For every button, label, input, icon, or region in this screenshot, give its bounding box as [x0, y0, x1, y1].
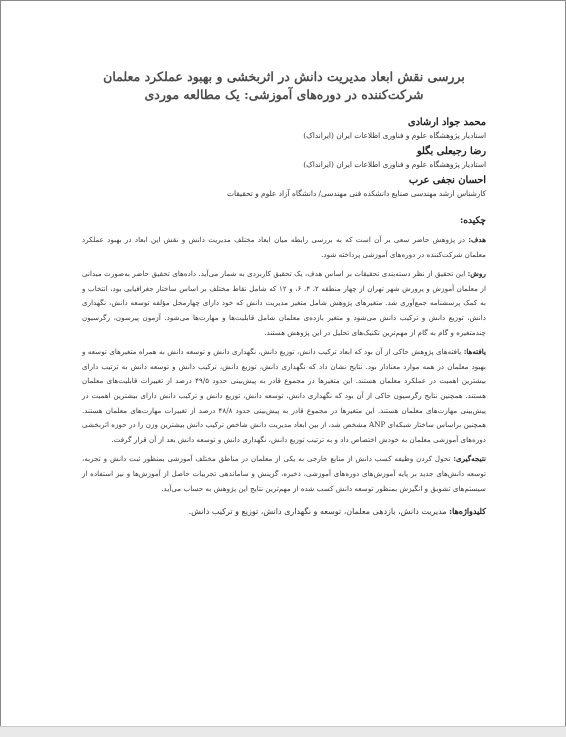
paper-title: بررسی نقش ابعاد مدیریت دانش در اثربخشی و بهبود عملکرد معلمان شرکت‌کننده در دوره‌های آموزشی: یک مطالعه موردی [103, 69, 465, 102]
author-block-2 [82, 145, 486, 170]
author-affiliation: کارشناس ارشد مهندسی صنایع دانشکده فنی مهندسی/ دانشگاه آزاد علوم و تحقیقات [227, 189, 486, 198]
conclusion-label: نتیجه‌گیری: [453, 454, 486, 464]
author-name: محمد جواد ارشادی [407, 117, 486, 128]
findings-text: یافته‌های پژوهش حاکی از آن بود که ابعاد ترکیب دانش، توزیع دانش، نگهداری دانش و توسعه دانش به همراه متغیرهای توسعه و بهبود معلمان در همه موارد معنادار بود. نتایج نشان داد که نگهداری دانش، توزیع دانش، ترکیب دانش و توسعه دانش به ترتیب دارای بیشترین اهمیت در عملکرد معلمان هستند. این متغیرها در مجموع قادر به پیش‌بینی حدود ۴۹/۵ درصد از تغییرات قابلیت‌های معلمان هستند. همچنین نتایج رگرسیون حاکی از آن بود که نگهداری دانش، توسعه دانش، توزیع دانش و ترکیب دانش دارای بیشترین اهمیت در پیش‌بینی مهارت‌های معلمان هستند. این متغیرها در مجموع قادر به پیش‌بینی حدود ۴۸/۸ درصد از تغییرات مهارت‌های معلمان هستند. همچنین براساس ساختار شبکه‌ای ANP مشخص شد، از بین ابعاد مدیریت دانش شاخص ترکیب دانش بیشترین وزن را در حوزه اثربخشی دوره‌های آموزشی معلمان به خودش اختصاص داد و به ترتیب توزیع دانش، نگهداری دانش و توسعه دانش بعد از آن قرار گرفت. [82, 347, 487, 444]
author-block-1 [82, 116, 486, 141]
conclusion-text: تحول کردن وظیفه کسب دانش از منابع خارجی به یکی از معلمان در مناطق مختلف آموزشی بمنظور ثبت دانش و تجربه، توسعه دانش‌های جدید بر پایه آموزش‌های دوره‌های آموزشی، ذخیره، گزینش و ساماندهی تجربیات حاصل از آموزش‌ها و نیز استفاده از سیستم‌های تشویق و انگیزش بمنظور توسعه دانش کسب شده از مهم‌ترین نتایج این پژوهش به حساب می‌آید. [82, 454, 486, 493]
viewer-bottom-scroll-area [0, 726, 566, 737]
keywords-text: مدیریت دانش، بازدهی معلمان، توسعه و نگهداری دانش، توزیع و ترکیب دانش. [188, 507, 447, 517]
abstract-goal [82, 233, 486, 262]
keywords [82, 504, 486, 519]
author-name: رضا رجبعلی بگلو [416, 146, 486, 157]
abstract-method [82, 267, 486, 340]
author-name: احسان نجفی عرب [408, 175, 486, 186]
author-block-3 [82, 174, 486, 199]
method-text: این تحقیق از نظر دسته‌بندی تحقیقات بر اساس هدف، یک تحقیق کاربردی به شمار می‌آید. داده‌های تحقیق حاضر به‌صورت میدانی از معلمان آموزش و پرورش شهر تهران از چهار منطقه ۲، ۴، ۶، و ۱۲ که شامل نقاط مختلف بر اساس ساختار جغرافیایی بود، انتخاب و به کمک پرسشنامه جمع‌آوری شد. متغیرهای پژوهش شامل متغیر مدیریت دانش که خود دارای چهارمحل مؤلفه توسعه دانش، نگهداری دانش، توزیع دانش و ترکیب دانش می‌شود و متغیر بازده‌ی معلمان شامل قابلیت‌ها و مهارت‌ها می‌شود. آزمون پیرسون، رگرسیون چندمتغیره و گام به گام از مهم‌ترین تکنیک‌های تحلیل در این پژوهش هستند. [82, 269, 486, 337]
paper-page [82, 68, 486, 519]
author-affiliation: استادیار پژوهشگاه علوم و فناوری اطلاعات ایران (ایرانداک) [303, 131, 486, 140]
keywords-label: کلیدواژه‌ها: [449, 506, 486, 517]
abstract-conclusion [82, 452, 486, 496]
goal-text: در پژوهش حاضر سعی بر آن است که به بررسی رابطه میان ابعاد مختلف مدیریت دانش و نقش این ابعاد در بهبود عملکرد معلمان شرکت‌کننده در دوره‌های آموزشی پرداخته شود. [82, 235, 486, 259]
goal-label: هدف: [468, 235, 486, 244]
author-affiliation: استادیار پژوهشگاه علوم و فناوری اطلاعات ایران (ایرانداک) [303, 160, 486, 169]
method-label: روش: [467, 269, 486, 279]
abstract-heading: چکیده: [459, 216, 486, 226]
abstract-findings [82, 345, 486, 447]
findings-label: یافته‌ها: [463, 347, 486, 357]
